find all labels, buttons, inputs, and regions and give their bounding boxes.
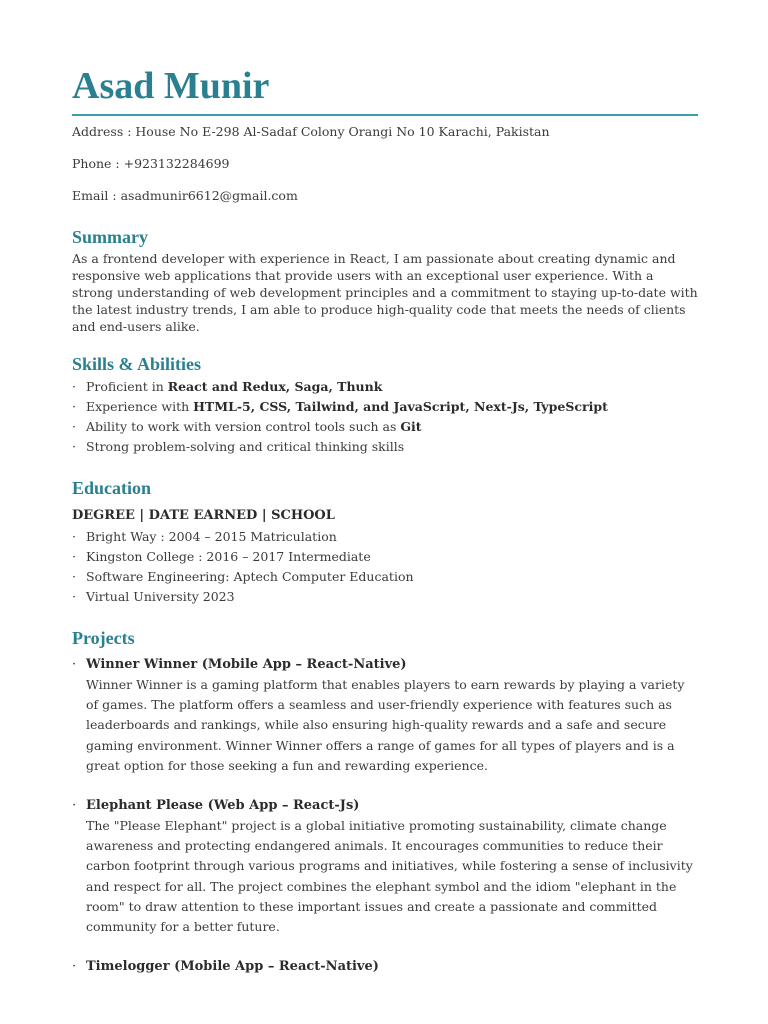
project-title: · Timelogger (Mobile App – React-Native) (86, 959, 379, 975)
address-line: Address : House No E-298 Al-Sadaf Colony Orangi No 10 Karachi, Pakistan (72, 124, 550, 139)
candidate-name: Asad Munir (72, 62, 698, 116)
project-description: The "Please Elephant" project is a global initiative promoting sustainability, climate change awareness and protecting endangered animals. It encourages communities to reduce their carbon footprint through various programs and initiatives, while fostering a sense of inclusivity and respect for all. The project combines the elephant symbol and the idiom "elephant in the room" to draw attention to these important issues and create a passionate and committed community for a better future. (86, 818, 693, 935)
skill-item: · Experience with HTML-5, CSS, Tailwind, and JavaScript, Next-Js, TypeScript (72, 397, 698, 417)
education-item: · Kingston College : 2016 – 2017 Intermediate (72, 547, 698, 567)
summary-heading: Summary (72, 227, 148, 247)
email-line: Email : asadmunir6612@gmail.com (72, 188, 298, 203)
project-item (72, 655, 698, 776)
skill-item: · Strong problem-solving and critical thinking skills (72, 437, 698, 457)
skills-list (72, 377, 698, 457)
skills-heading: Skills & Abilities (72, 354, 202, 374)
phone-line: Phone : +923132284699 (72, 156, 230, 171)
education-item: · Software Engineering: Aptech Computer Education (72, 567, 698, 587)
education-item: · Bright Way : 2004 – 2015 Matriculation (72, 527, 698, 547)
education-item: · Virtual University 2023 (72, 587, 698, 607)
projects-heading: Projects (72, 628, 135, 648)
education-heading: Education (72, 478, 152, 498)
project-description: Winner Winner is a gaming platform that enables players to earn rewards by playing a variety of games. The platform offers a seamless and user-friendly experience with features such as leaderboards and rankings, while also ensuring high-quality rewards and a safe and secure gaming environment. Winner Winner offers a range of games for all types of players and is a great option for those seeking a fun and rewarding experience. (86, 677, 685, 773)
skill-item: · Proficient in React and Redux, Saga, Thunk (72, 377, 698, 397)
skill-item: · Ability to work with version control tools such as Git (72, 417, 698, 437)
summary-text: As a frontend developer with experience in React, I am passionate about creating dynamic and responsive web applications that provide users with an exceptional user experience. With a strong understanding of web development principles and a commitment to staying up-to-date with the latest industry trends, I am able to produce high-quality code that meets the needs of clients and end-users alike. (72, 251, 698, 334)
resume-page (72, 62, 698, 977)
project-item (72, 796, 698, 937)
project-item (72, 957, 698, 977)
education-list (72, 527, 698, 607)
project-title: · Elephant Please (Web App – React-Js) (86, 798, 360, 814)
project-title: · Winner Winner (Mobile App – React-Native) (86, 657, 407, 672)
education-column-header: DEGREE | DATE EARNED | SCHOOL (72, 508, 335, 523)
